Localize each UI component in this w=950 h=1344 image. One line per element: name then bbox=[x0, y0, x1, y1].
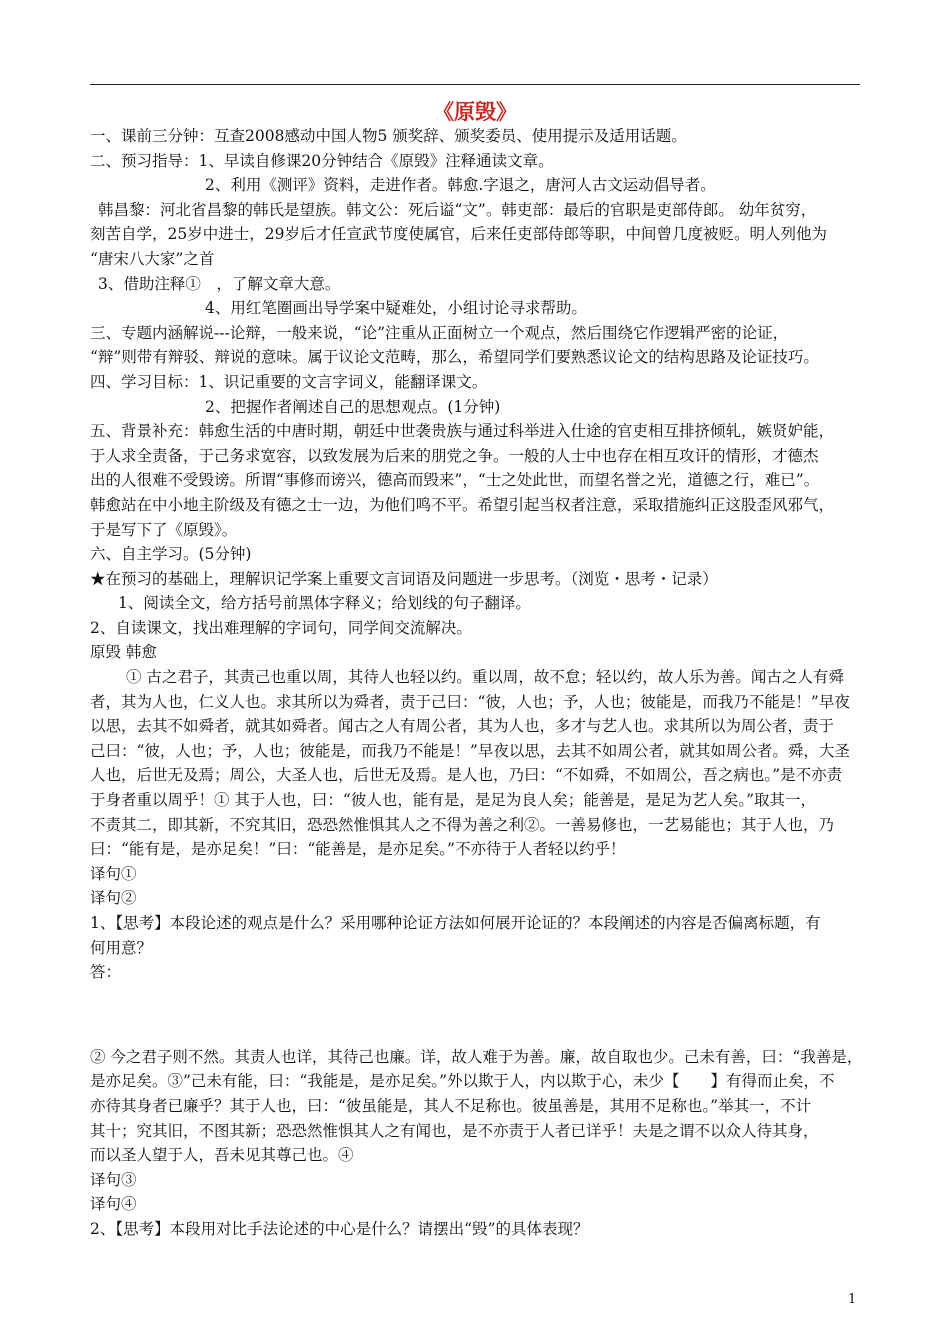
text-line: ② 今之君子则不然。其责人也详，其待己也廉。详，故人难于为善。廉，故自取也少。己未有善，曰：“我善是， bbox=[90, 1047, 863, 1066]
text-line: 2、自读课文，找出难理解的字词句，同学间交流解决。 bbox=[90, 618, 472, 637]
text-line: 二、预习指导：1、早读自修课20分钟结合《原毁》注释通读文章。 bbox=[90, 151, 554, 170]
text-line: 3、借助注释① ，了解文章大意。 bbox=[98, 274, 341, 293]
text-line: 译句① bbox=[90, 864, 137, 883]
text-line: 亦待其身者已廉乎？其于人也，曰：“彼虽能是，其人不足称也。彼虽善是，其用不足称也。”举其一，不计 bbox=[90, 1096, 812, 1115]
document-body bbox=[90, 124, 862, 1242]
text-line: 1、阅读全文，给方括号前黑体字释义；给划线的句子翻译。 bbox=[118, 594, 531, 613]
text-line: 一、课前三分钟：互查2008感动中国人物5 颁奖辞、颁奖委员、使用提示及适用话题。 bbox=[90, 127, 687, 145]
text-line: 韩昌黎：河北省昌黎的韩氏是望族。韩文公：死后谥“文”。韩吏部：最后的官职是吏部侍郎。 幼年贫穷， bbox=[98, 200, 817, 219]
text-line: 曰：“能有是，是亦足矣！”曰：“能善是，是亦足矣。”不亦待于人者轻以约乎！ bbox=[90, 840, 626, 859]
text-line: 答： bbox=[90, 963, 122, 982]
text-line: 人也，后世无及焉；周公，大圣人也，后世无及焉。是人也，乃曰：“不如舜，不如周公，吾之病也。”是不亦责 bbox=[90, 766, 843, 785]
text-line: 韩愈站在中小地主阶级及有德之士一边，为他们鸣不平。希望引起当权者注意，采取措施纠正这股歪风邪气， bbox=[90, 495, 835, 514]
text-line: 4、用红笔圈画出导学案中疑难处，小组讨论寻求帮助。 bbox=[205, 299, 587, 318]
text-line: ★在预习的基础上，理解识记学案上重要文言词语及问题进一步思考。（浏览・思考・记录） bbox=[90, 569, 718, 588]
text-line: 己曰：“彼，人也；予，人也；彼能是，而我乃不能是！”早夜以思，去其不如周公者，就其如周公者。舜，大圣 bbox=[90, 741, 850, 760]
answer-space bbox=[90, 985, 862, 1045]
text-line: 四、学习目标：1、识记重要的文言字词义，能翻译课文。 bbox=[90, 372, 488, 391]
text-line: “唐宋八大家”之首 bbox=[90, 249, 215, 268]
text-line: 1、【思考】本段论述的观点是什么？采用哪种论证方法如何展开论证的？本段阐述的内容是否偏离标题，有 bbox=[90, 914, 821, 932]
text-line: 于人求全责备，于己务求宽容，以致发展为后来的朋党之争。一般的人士中也存在相互攻讦的情形，才德杰 bbox=[90, 446, 819, 465]
text-line: 于身者重以周乎！① 其于人也，曰：“彼人也，能有是，是足为良人矣；能善是，是足为艺人矣。”取其一， bbox=[90, 791, 817, 810]
text-line: 不责其二，即其新，不究其旧，恐恐然惟惧其人之不得为善之利②。一善易修也，一艺易能也；其于人也，乃 bbox=[90, 815, 835, 834]
text-line: “辩”则带有辩驳、辩说的意味。属于议论文范畴，那么，希望同学们要熟悉议论文的结构思路及论证技巧。 bbox=[90, 348, 819, 367]
text-line: 译句② bbox=[90, 889, 137, 908]
text-line: 译句③ bbox=[90, 1170, 137, 1189]
text-line: 三、专题内涵解说---论辩，一般来说，“论”注重从正面树立一个观点，然后围绕它作逻辑严密的论证， bbox=[90, 323, 789, 342]
text-line: 2、利用《测评》资料，走进作者。韩愈.字退之，唐河人古文运动倡导者。 bbox=[205, 176, 716, 195]
text-line: 何用意？ bbox=[90, 938, 153, 957]
text-line: 以思，去其不如舜者，就其如舜者。闻古之人有周公者，其为人也，多才与艺人也。求其所以为周公者，责于 bbox=[90, 717, 835, 736]
text-line: 而以圣人望于人，吾未见其尊己也。④ bbox=[90, 1146, 354, 1165]
text-line: 六、自主学习。(5分钟) bbox=[90, 545, 252, 564]
text-line: ① 古之君子，其责己也重以周，其待人也轻以约。重以周，故不怠；轻以约，故人乐为善。闻古之人有舜 bbox=[126, 668, 844, 687]
text-line: 于是写下了《原毁》。 bbox=[90, 520, 238, 539]
text-line: 是亦足矣。③”己未有能，曰：“我能是，是亦足矣。”外以欺于人，内以欺于心，未少【 】有得而止矣，不 bbox=[90, 1072, 835, 1091]
text-line: 2、【思考】本段用对比手法论述的中心是什么？请摆出“毁”的具体表现？ bbox=[90, 1219, 589, 1238]
text-line: 原毁 韩愈 bbox=[90, 643, 157, 662]
text-line: 2、把握作者阐述自己的思想观点。(1分钟) bbox=[205, 397, 501, 416]
text-line: 刻苦自学，25岁中进士，29岁后才任宣武节度使属官，后来任吏部侍郎等职，中间曾几度被贬。明人列他为 bbox=[90, 225, 827, 244]
text-line: 其十；究其旧，不图其新；恐恐然惟惧其人之有闻也，是不亦责于人者已详乎！夫是之谓不以众人待其身， bbox=[90, 1121, 819, 1140]
text-line: 者，其为人也，仁义人也。求其所以为舜者，责于己曰：“彼，人也；予，人也；彼能是，而我乃不能是！”早夜 bbox=[90, 692, 850, 711]
text-line: 译句④ bbox=[90, 1195, 137, 1214]
page-title: 《原毁》 bbox=[433, 99, 517, 124]
text-line: 五、背景补充：韩愈生活的中唐时期，朝廷中世袭贵族与通过科举进入仕途的官吏相互排挤倾轧，嫉贤妒能， bbox=[90, 422, 835, 441]
top-rule bbox=[90, 84, 860, 85]
text-line: 出的人很难不受毁谤。所谓“事修而谤兴，德高而毁来”，“士之处此世，而望名誉之光，道德之行，难已”。 bbox=[90, 471, 820, 490]
page-number: 1 bbox=[848, 1292, 857, 1307]
